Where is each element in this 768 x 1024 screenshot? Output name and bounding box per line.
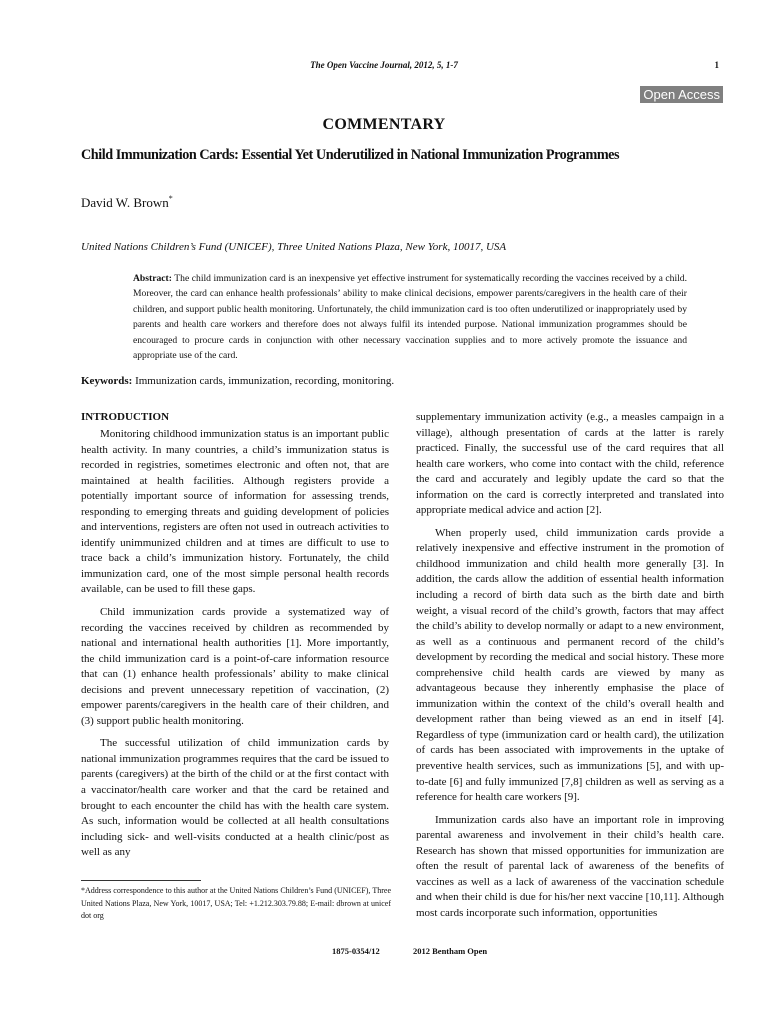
footnote-divider xyxy=(81,880,201,881)
correspondence-footnote: *Address correspondence to this author at the United Nations Children’s Fund (UNICEF), Three United Nations Plaza, New York, 10017, USA; Tel: +1.212.303.79.88; E-mail: dbrown at unicef dot org xyxy=(81,886,391,921)
body-paragraph: When properly used, child immunization cards provide a relatively inexpensive and effective instrument in the promotion of childhood immunization and child health more generally [3]. In addition, the cards allow the addition of essential health information including a record of birth data such as the birth date and birth weight, a visual record of the child’s growth, factors that may affect the child’s ability to develop normally or adapt to a new environment, as well as a continuous and permanent record of the child’s development by recording the medical and social history. These more comprehensive child health cards are viewed by many as advantageous because they inherently emphasise the place of immunization within the context of the child’s overall health and development rather than being viewed as an end in itself [4]. Regardless of type (immunization card or health card), the utilization of cards has been associated with improvements in the uptake of preventive health services, such as immunizations [5], and with up-to-date [6] and fully immunized [7,8] children as well as serving as a reference for health care workers [9]. xyxy=(416,526,724,804)
page-number: 1 xyxy=(714,60,719,70)
body-paragraph: Child immunization cards provide a systematized way of recording the vaccines received by children as recommended by national and international health authorities [1]. More importantly, the child immunization card is a point-of-care information resource that can (1) enhance health professionals’ ability to make clinical decisions and prevent unnecessary repetition of vaccination, (2) empower parents/caregivers in the health care of their children, and (3) support public health monitoring. xyxy=(81,606,389,727)
left-column xyxy=(81,410,389,868)
author-affiliation: United Nations Children’s Fund (UNICEF), Three United Nations Plaza, New York, 10017, USA xyxy=(81,241,507,253)
section-heading-introduction: INTRODUCTION xyxy=(81,411,170,423)
body-paragraph: Immunization cards also have an important role in improving parental awareness and involvement in their child’s health care. Research has shown that missed opportunities for immunization are often the result of parental lack of awareness of the benefits of vaccines as well as a lack of awareness of the vaccination schedule and when their child is due for his/her next vaccine [10,11]. Although most cards incorporate such information, opportunities xyxy=(416,813,724,919)
abstract xyxy=(133,271,687,363)
abstract-label: Abstract: xyxy=(133,273,172,284)
publisher-copyright: 2012 Bentham Open xyxy=(413,946,488,956)
page-footer xyxy=(0,946,768,960)
body-paragraph: Monitoring childhood immunization status is an important public health activity. In many countries, a child’s immunization status is recorded in registries, sometimes electronic and often not, that are maintained at health facilities. Although registers provide a potentially important source of information for assessing trends, responding to emerging threats and guiding development of policies and interventions, registers are often not used in outreach activities to identify unimmunized children and at times are difficult to use to trace back a child’s immunization history. Fortunately, the child immunization card, one of the most simple personal health records available, can be used to fill these gaps. xyxy=(81,428,389,596)
corresponding-author-mark: * xyxy=(168,194,173,203)
body-paragraph: The successful utilization of child immunization cards by national immunization programmes requires that the card be issued to parents (caregivers) at the birth of the child or at the first contact with a vaccinator/health care worker and that the card be retained and brought to each encounter the child has with the health care system. As such, information would be collected at all health consultations including sick- and well-visits conducted at a health clinic/post as well as any xyxy=(81,737,389,859)
author-line xyxy=(81,194,173,211)
abstract-text: The child immunization card is an inexpensive yet effective instrument for systematically recording the vaccines received by a child. Moreover, the card can enhance health professionals’ ability to make clinical decisions, empower parents/caregivers in the health care of their children, and support public health monitoring. Unfortunately, the child immunization card is too often underutilized or inappropriately used by parents and health care workers and therefore does not always fulfil its intended purpose. National immunization programmes should be encouraged to procure cards in conjunction with other necessary vaccination supplies and to more actively promote the issuance and appropriate use of the card. xyxy=(133,273,687,362)
body-paragraph: supplementary immunization activity (e.g., a measles campaign in a village), although presentation of cards at the latter is rarely practiced. Finally, the successful use of the card requires that all health care workers, who come into contact with the child, reference the card and accurately and legibly update the card so that the information on the card is correctly interpreted and translated into appropriate medical advice and action [2]. xyxy=(416,411,724,517)
article-type: COMMENTARY xyxy=(322,116,446,133)
running-head xyxy=(0,60,768,74)
author-name: David W. Brown xyxy=(81,195,169,210)
keywords xyxy=(81,375,394,387)
article-title: Child Immunization Cards: Essential Yet Underutilized in National Immunization Programmes xyxy=(81,147,620,163)
open-access-badge: Open Access xyxy=(640,86,723,103)
keywords-label: Keywords: xyxy=(81,375,133,387)
right-column xyxy=(416,410,724,929)
keywords-text: Immunization cards, immunization, recording, monitoring. xyxy=(135,375,395,387)
journal-citation: The Open Vaccine Journal, 2012, 5, 1-7 xyxy=(310,60,458,70)
issn: 1875-0354/12 xyxy=(332,946,380,956)
